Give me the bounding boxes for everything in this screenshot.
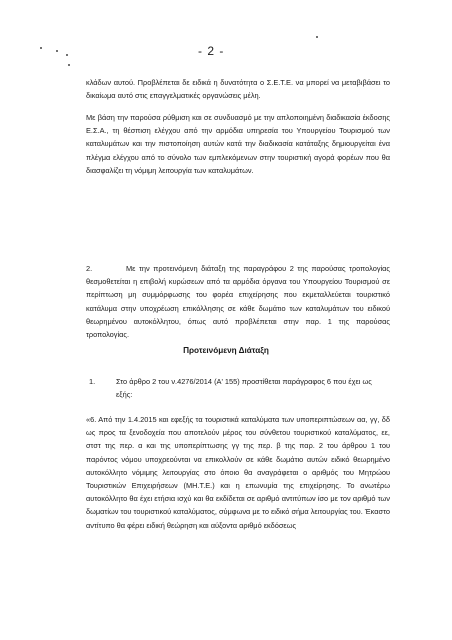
item-number: 1. (89, 377, 96, 386)
paragraph-number: 2. (86, 264, 93, 273)
paragraph-continued: κλάδων αυτού. Προβλέπεται δε ειδικά η δυνατότητα ο Σ.Ε.Τ.Ε. να μπορεί να μεταβιβάσει το δικαίωμα αυτό στις επαγγελματικές οργανώσεις μέλη. (86, 78, 390, 101)
paragraph-sanctions (86, 262, 390, 341)
paragraph-sanctions-text: Με την προτεινόμενη διάταξη της παραγράφου 2 της παρούσας τροπολογίας θεσμοθετείται η επιβολή κυρώσεων από τα αρμόδια όργανα του Υπουργείου Τουρισμού σε περίπτωση μη συμμόρφωσης του φορέα επιχείρησης που εκμεταλλεύεται τουριστικό κατάλυμα στην υποχρέωση επικόλλησης σε κάθε δωμάτιο των καταλυμάτων του ειδικού θεωρημένου αυτοκόλλητου, όπως αυτό προβλέπεται στην παρ. 1 της παρούσας τροπολογίας. (86, 264, 390, 340)
scan-speck (40, 47, 42, 49)
scan-speck (66, 54, 68, 56)
section-heading: Προτεινόμενη Διάταξη (183, 346, 269, 355)
paragraph-provision-text: «6. Από την 1.4.2015 και εφεξής τα τουριστικά καταλύματα των υποπεριπτώσεων αα, γγ, δδ ως προς τα ξενοδοχεία που αποτελούν μέρος του σύνθετου τουριστικού καταλύματος, εε, στστ της περ. α και της υποπερίπτωσης γγ της περ. β της παρ. 2 του άρθρου 1 του παρόντος νόμου υποχρεούνται να επικολλούν σε κάθε δωμάτιο αυτών ειδικό θεωρημένο αυτοκόλλητο νόμιμης λειτουργίας στο όποιο θα αναγράφεται ο αριθμός του Μητρώου Τουριστικών Επιχειρήσεων (ΜΗ.Τ.Ε.) και η επωνυμία της επιχείρησης. Το ανωτέρω αυτοκόλλητο θα έχει ετήσια ισχύ και θα εκδίδεται σε αριθμό αντιτύπων ίσο με τον αριθμό των δωματίων του τουριστικού καταλύματος, σύμφωνα με το ειδικό σήμα λειτουργίας του. Έκαστο αντίτυπο θα φέρει ειδική θεώρηση και αύξοντα αριθμό εκδόσεως (86, 415, 390, 530)
item-text: Στο άρθρο 2 του ν.4276/2014 (Α' 155) προστίθεται παράγραφος 6 που έχει ως εξής: (116, 377, 372, 400)
page-number: - 2 - (198, 44, 225, 58)
paragraph-control-framework: Με βάση την παρούσα ρύθμιση και σε συνδυασμό με την απλοποιημένη διαδικασία έκδοσης Ε.Σ.Α., τη θέσπιση ελέγχου από την αρμόδια υπηρεσία του Υπουργείου Τουρισμού των καταλυμάτων και την πιστοποίηση αυτών κατά την διαδικασία κατάταξης δημιουργείται ένα πλέγμα ελέγχου από το σύνολο των εμπλεκόμενων στην τουριστική αγορά φορέων που θα διασφαλίζει τη νόμιμη λειτουργία των καταλυμάτων. (86, 113, 390, 175)
scan-speck (316, 36, 318, 38)
scan-speck (56, 50, 58, 52)
scan-speck (68, 64, 70, 66)
